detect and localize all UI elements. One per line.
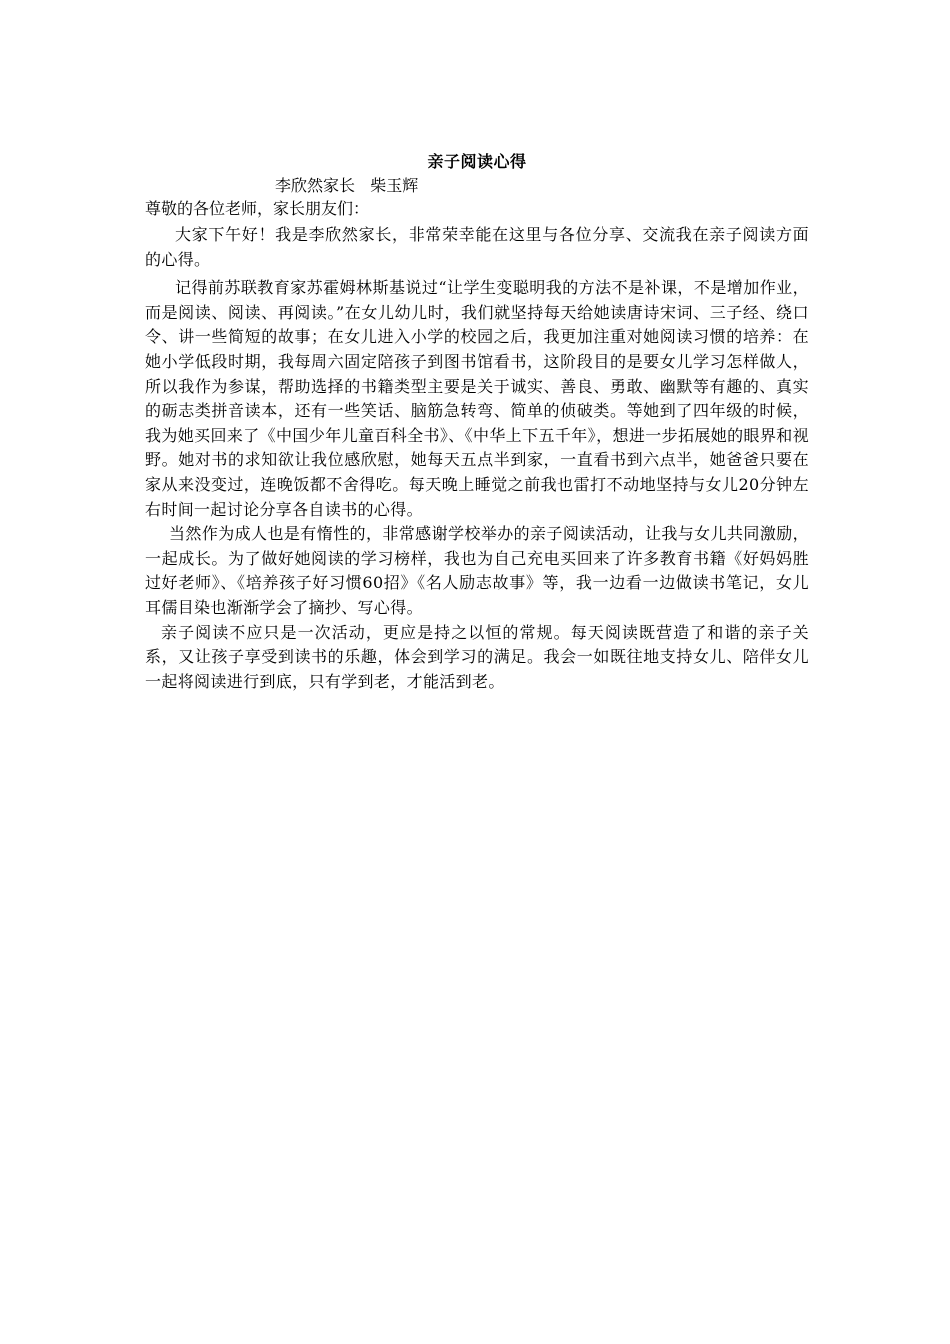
salutation: 尊敬的各位老师，家长朋友们： xyxy=(145,199,370,218)
paragraph-greeting: 大家下午好！我是李欣然家长，非常荣幸能在这里与各位分享、交流我在亲子阅读方面的心得。 xyxy=(145,225,809,269)
paragraph-reading-habits: 记得前苏联教育家苏霍姆林斯基说过“让学生变聪明我的方法不是补课，不是增加作业，而是阅读、阅读、再阅读。”在女儿幼儿时，我们就坚持每天给她读唐诗宋词、三子经、绕口令、讲一些简短的故事；在女儿进入小学的校园之后，我更加注重对她阅读习惯的培养：在她小学低段时期，我每周六固定陪孩子到图书馆看书，这阶段目的是要女儿学习怎样做人，所以我作为参谋，帮助选择的书籍类型主要是关于诚实、善良、勇敢、幽默等有趣的、真实的砺志类拼音读本，还有一些笑话、脑筋急转弯、简单的侦破类。等她到了四年级的时候，我为她买回来了《中国少年儿童百科全书》、《中华上下五千年》，想进一步拓展她的眼界和视野。她对书的求知欲让我位感欣慰，她每天五点半到家，一直看书到六点半，她爸爸只要在家从来没变过，连晚饭都不舍得吃。每天晚上睡觉之前我也雷打不动地坚持与女儿20分钟左右时间一起讨论分享各自读书的心得。 xyxy=(145,278,809,519)
document-title: 亲子阅读心得 xyxy=(427,152,527,171)
paragraph-parent-example: 当然作为成人也是有惰性的，非常感谢学校举办的亲子阅读活动，让我与女儿共同激励，一起成长。为了做好她阅读的学习榜样，我也为自己充电买回来了许多教育书籍《好妈妈胜过好老师》、《培养孩子好习惯60招》《名人励志故事》等，我一边看一边做读书笔记，女儿耳儒目染也渐渐学会了摘抄、写心得。 xyxy=(145,524,809,617)
paragraph-conclusion: 亲子阅读不应只是一次活动，更应是持之以恒的常规。每天阅读既营造了和谐的亲子关系，又让孩子享受到读书的乐趣，体会到学习的满足。我会一如既往地支持女儿、陪伴女儿一起将阅读进行到底，只有学到老，才能活到老。 xyxy=(145,622,809,691)
author-line: 李欣然家长 柴玉辉 xyxy=(275,176,419,195)
document-body xyxy=(145,150,809,694)
